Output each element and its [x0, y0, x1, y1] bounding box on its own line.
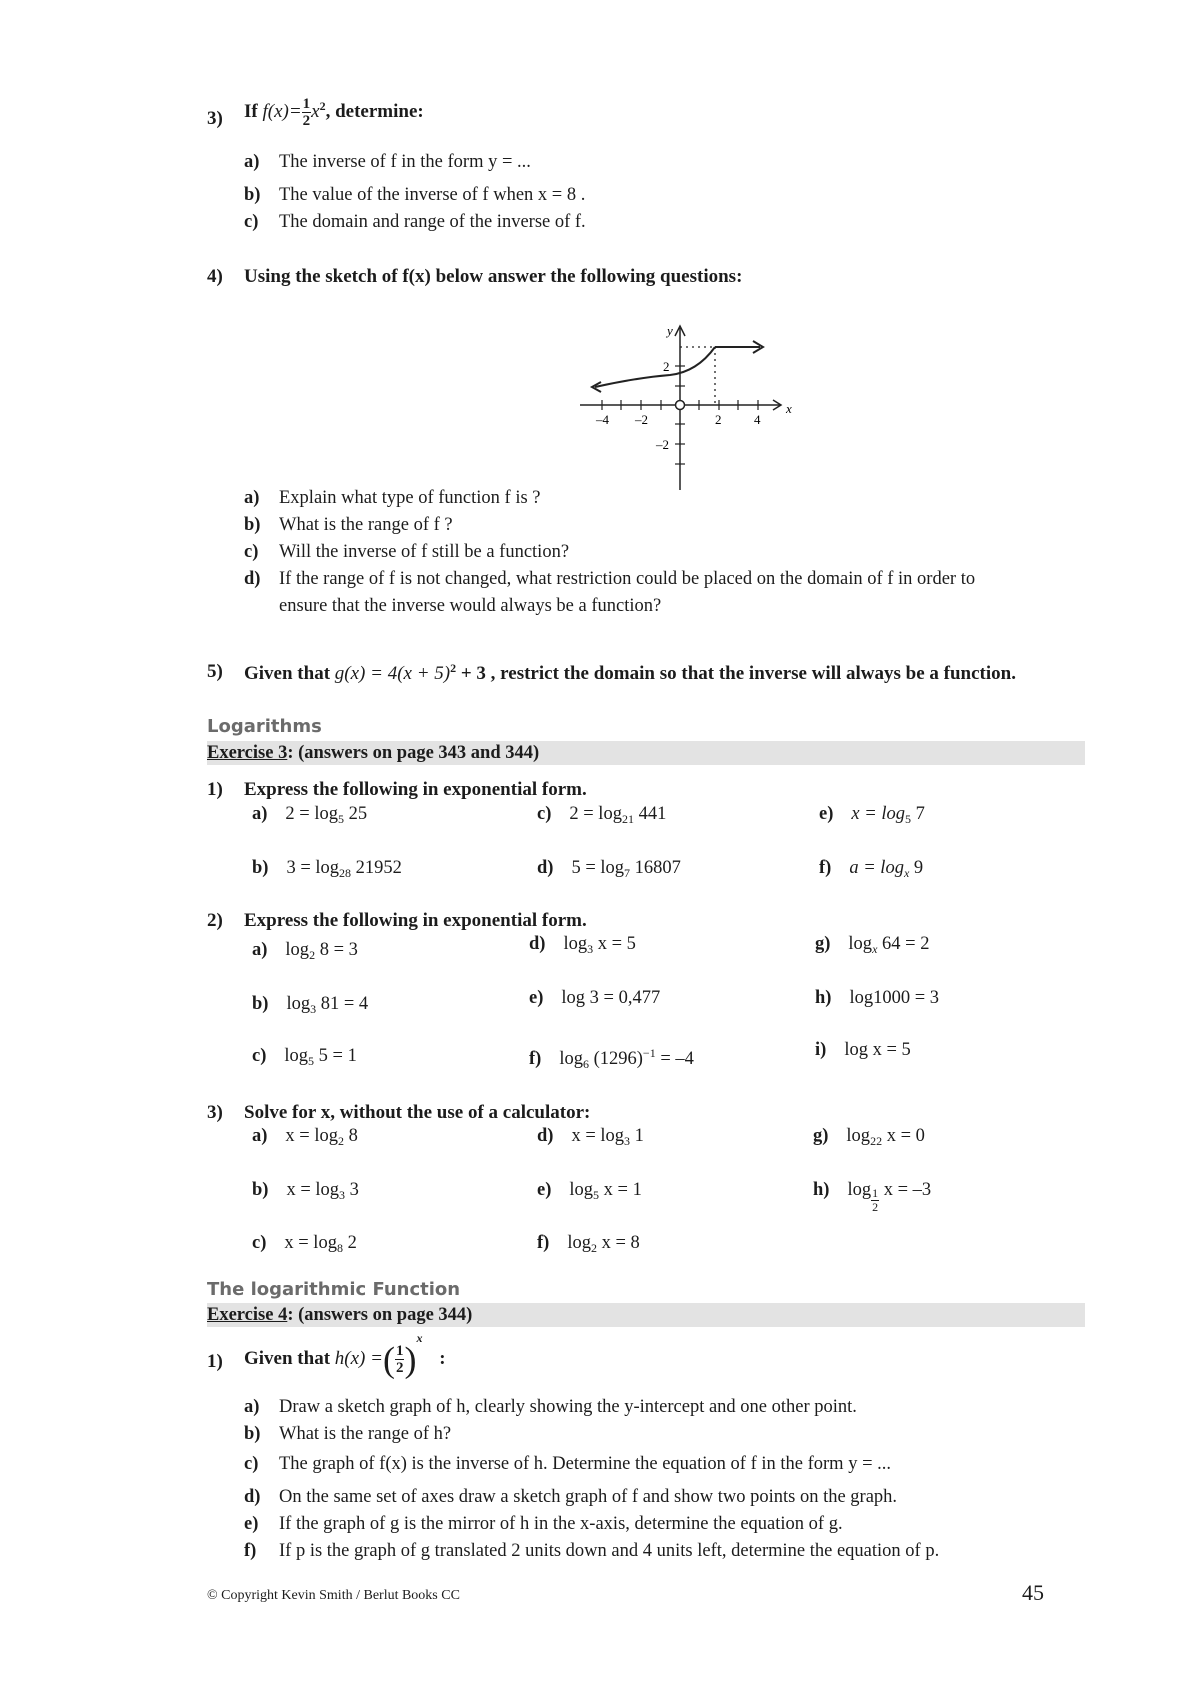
- tick-label: 2: [663, 359, 670, 374]
- section-heading: The logarithmic Function: [207, 1279, 461, 1300]
- copyright: © Copyright Kevin Smith / Berlut Books CC: [207, 1588, 460, 1603]
- list-item-text: The graph of f(x) is the inverse of h. Determine the equation of f in the form y = ...: [279, 1454, 892, 1474]
- list-item: c): [244, 542, 259, 562]
- list-item: f): [244, 1541, 257, 1561]
- list-item-text: The inverse of f in the form y = ...: [279, 152, 531, 172]
- list-item: a): [244, 1397, 260, 1417]
- list-item: b): [244, 515, 261, 535]
- question-text: Solve for x, without the use of a calculator:: [244, 1102, 591, 1123]
- q5-post: + 3 , restrict the domain so that the inverse will always be a function.: [456, 663, 1016, 684]
- list-item: a) $2 = \log_5 25$: [252, 804, 368, 826]
- q5-pre: Given that: [244, 663, 331, 684]
- list-item-text: Will the inverse of f still be a function?: [279, 542, 570, 562]
- list-item: a): [244, 152, 260, 172]
- h-exponent: x: [416, 1331, 423, 1345]
- tick-label: –2: [635, 412, 648, 427]
- question-number: 3): [207, 1102, 223, 1123]
- q3-fraction: $\frac{1}{2}$: [302, 96, 311, 129]
- question-5-text: [244, 661, 1016, 685]
- question-3-text: [244, 96, 424, 129]
- list-item-text: What is the range of f ?: [279, 515, 453, 535]
- y-axis-label: y: [667, 323, 673, 338]
- list-item: a) $x = \log_2 8$: [252, 1126, 358, 1148]
- origin-open-circle: [676, 401, 685, 410]
- list-item-text: What is the range of h?: [279, 1424, 452, 1444]
- list-item: d): [244, 569, 261, 589]
- tick-label: –2: [656, 437, 669, 452]
- q3-x: x: [311, 100, 320, 122]
- list-item: f) $a = \log_x 9$: [819, 858, 924, 880]
- page-number: 45: [1022, 1580, 1044, 1605]
- tick-label: 2: [715, 412, 722, 427]
- tick-label: –4: [596, 412, 609, 427]
- q3-lead: If: [244, 100, 258, 122]
- question-number: 5): [207, 661, 223, 682]
- list-item: e) $\log_5 x = 1$: [537, 1180, 642, 1202]
- question-number: 2): [207, 910, 223, 931]
- list-item: f) $\log_6 (1296)^{-1} = -4$: [529, 1046, 694, 1071]
- list-item-text: On the same set of axes draw a sketch graph of f and show two points on the graph.: [279, 1487, 898, 1507]
- h-pre: Given that: [244, 1348, 331, 1369]
- question-number: 3): [207, 108, 223, 129]
- list-item-text: Draw a sketch graph of h, clearly showing the y-intercept and one other point.: [279, 1397, 857, 1417]
- list-item: c) $2 = \log_{21} 441$: [537, 804, 667, 826]
- question-text: [244, 1331, 446, 1381]
- question-number: 1): [207, 779, 223, 800]
- list-item: h) log $\frac{1}{2}$ x = –3: [813, 1180, 932, 1214]
- q3-fx: f(x)=: [262, 100, 302, 122]
- list-item: d): [244, 1487, 261, 1507]
- list-item: e) $x = \log_5 7$: [819, 804, 925, 826]
- list-item: c) $\log_5 5 = 1$: [252, 1046, 357, 1068]
- question-text: Express the following in exponential form.: [244, 779, 587, 800]
- h-base-fraction: $\frac{1}{2}$: [872, 1186, 879, 1214]
- question-text: Express the following in exponential form.: [244, 910, 587, 931]
- list-item-text: If p is the graph of g translated 2 units down and 4 units left, determine the equation of p.: [279, 1541, 940, 1561]
- question-number: 1): [207, 1351, 223, 1372]
- function-sketch: [575, 320, 795, 495]
- list-item-text: The value of the inverse of f when x = 8 .: [279, 185, 586, 205]
- list-item: g) $\log_{22} x = 0$: [813, 1126, 925, 1148]
- list-item: h) log1000 = 3: [815, 988, 940, 1008]
- list-item: f) $\log_2 x = 8$: [537, 1233, 640, 1255]
- list-item-text: If the range of f is not changed, what restriction could be placed on the domain of f in order to: [279, 569, 976, 589]
- h-function: h(x) =: [334, 1348, 383, 1369]
- exponential-curve: [595, 347, 715, 387]
- list-item: e) log 3 = 0,477: [529, 988, 661, 1008]
- list-item: c): [244, 1454, 259, 1474]
- list-item: c) $x = \log_8 2$: [252, 1233, 357, 1255]
- list-item-text: ensure that the inverse would always be a function?: [279, 596, 662, 616]
- list-item: d) $5 = \log_7 16807$: [537, 858, 681, 880]
- q3-tail: , determine:: [325, 100, 424, 122]
- section-heading: Logarithms: [207, 716, 322, 737]
- h-fraction: $\frac{1}{2}$: [395, 1343, 404, 1377]
- list-item: b): [244, 1424, 261, 1444]
- q3-exponent: 2: [319, 98, 326, 113]
- list-item: d) $x = \log_3 1$: [537, 1126, 644, 1148]
- question-4-text: Using the sketch of f(x) below answer the following questions:: [244, 266, 743, 287]
- right-paren: ): [404, 1339, 417, 1380]
- list-item-text: If the graph of g is the mirror of h in the x-axis, determine the equation of g.: [279, 1514, 843, 1534]
- list-item: b) $x = \log_3 3$: [252, 1180, 359, 1202]
- list-item: e): [244, 1514, 259, 1534]
- list-item: c): [244, 212, 259, 232]
- x-axis-label: x: [786, 401, 792, 416]
- list-item: g) $\log_x 64 = 2$: [815, 934, 930, 956]
- left-paren: (: [382, 1339, 395, 1380]
- exercise-label: Exercise 4: (answers on page 344): [207, 1305, 473, 1325]
- tick-label: 4: [754, 412, 761, 427]
- list-item: b) $\log_3 81 = 4$: [252, 994, 369, 1016]
- q5-gx: g(x) = 4(x + 5): [334, 663, 451, 684]
- exercise-label: Exercise 3: (answers on page 343 and 344): [207, 743, 540, 763]
- list-item: b) $3 = \log_{28} 21952$: [252, 858, 402, 880]
- list-item: a) $\log_2 8 = 3$: [252, 940, 358, 962]
- list-item: a): [244, 488, 260, 508]
- list-item-text: Explain what type of function f is ?: [279, 488, 541, 508]
- list-item: d) $\log_3 x = 5$: [529, 934, 636, 956]
- q5-exponent: 2: [450, 661, 457, 675]
- question-number: 4): [207, 266, 223, 287]
- list-item: b): [244, 185, 261, 205]
- list-item: i) log x = 5: [815, 1040, 911, 1060]
- h-colon: :: [439, 1348, 446, 1369]
- list-item-text: The domain and range of the inverse of f.: [279, 212, 586, 232]
